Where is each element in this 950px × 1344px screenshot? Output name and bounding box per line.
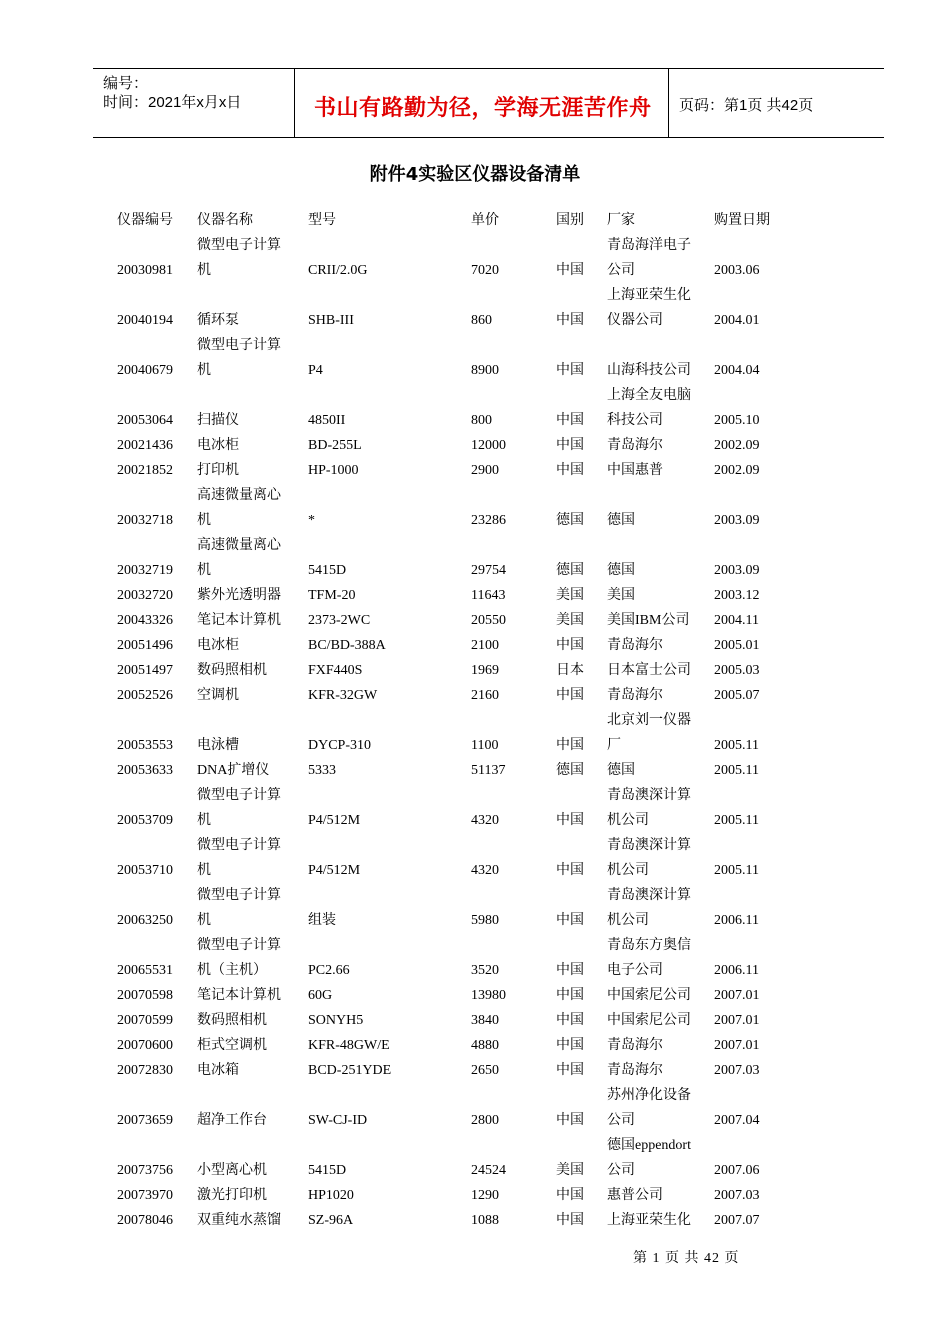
table-cell-name: 小型离心机	[197, 1163, 267, 1178]
table-cell-maker: 科技公司	[607, 413, 663, 428]
table-cell-name: 数码照相机	[197, 1013, 267, 1028]
table-cell-price: 2900	[471, 463, 499, 478]
table-cell-id: 20072830	[117, 1063, 173, 1078]
table-cell-name: 笔记本计算机	[197, 988, 281, 1003]
table-cell-date: 2003.09	[714, 563, 760, 578]
table-cell-maker: 苏州净化设备	[607, 1088, 691, 1103]
table-cell-date: 2004.04	[714, 363, 760, 378]
table-cell-model: HP-1000	[308, 463, 359, 478]
table-cell-model: P4/512M	[308, 813, 361, 828]
table-cell-country: 美国	[556, 613, 584, 628]
table-cell-price: 4320	[471, 813, 499, 828]
table-header-col-model: 型号	[308, 213, 336, 228]
table-cell-id: 20040679	[117, 363, 173, 378]
table-cell-id: 20021852	[117, 463, 173, 478]
table-cell-id: 20073970	[117, 1188, 173, 1203]
table-cell-model: DYCP-310	[308, 738, 372, 753]
table-cell-price: 7020	[471, 263, 499, 278]
table-cell-price: 29754	[471, 563, 506, 578]
table-cell-country: 中国	[556, 1013, 584, 1028]
table-cell-name: 微型电子计算	[197, 888, 281, 903]
table-cell-id: 20070598	[117, 988, 173, 1003]
table-cell-model: 60G	[308, 988, 333, 1003]
table-cell-name: 电泳槽	[197, 738, 239, 753]
table-cell-maker: 青岛海尔	[607, 1038, 663, 1053]
table-cell-name: 高速微量离心	[197, 538, 281, 553]
table-cell-id: 20032719	[117, 563, 173, 578]
table-cell-model: SZ-96A	[308, 1213, 354, 1228]
table-cell-name: 机	[197, 563, 211, 578]
table-cell-maker: 德国	[607, 513, 635, 528]
table-cell-price: 2800	[471, 1113, 499, 1128]
table-cell-date: 2005.01	[714, 638, 760, 653]
table-cell-date: 2005.11	[714, 738, 759, 753]
table-cell-maker: 德国	[607, 763, 635, 778]
table-cell-id: 20063250	[117, 913, 173, 928]
table-cell-name: 数码照相机	[197, 663, 267, 678]
table-header-col-id: 仪器编号	[117, 213, 173, 228]
table-cell-id: 20032718	[117, 513, 173, 528]
table-cell-name: 紫外光透明器	[197, 588, 281, 603]
table-cell-maker: 美国IBM公司	[607, 613, 690, 628]
table-cell-country: 中国	[556, 1213, 584, 1228]
table-cell-model: KFR-32GW	[308, 688, 378, 703]
table-cell-maker: 德国	[607, 563, 635, 578]
serial-label: 编号：	[103, 75, 149, 92]
table-cell-date: 2007.04	[714, 1113, 760, 1128]
table-cell-date: 2007.01	[714, 1038, 760, 1053]
table-cell-country: 中国	[556, 463, 584, 478]
table-cell-price: 4320	[471, 863, 499, 878]
table-cell-date: 2002.09	[714, 463, 760, 478]
table-cell-maker: 青岛海尔	[607, 438, 663, 453]
table-cell-model: SONYH5	[308, 1013, 364, 1028]
table-cell-price: 51137	[471, 763, 506, 778]
table-cell-price: 8900	[471, 363, 499, 378]
table-cell-date: 2005.10	[714, 413, 760, 428]
table-cell-country: 中国	[556, 963, 584, 978]
table-cell-date: 2003.12	[714, 588, 760, 603]
table-cell-date: 2002.09	[714, 438, 760, 453]
table-cell-model: 5415D	[308, 1163, 347, 1178]
table-cell-name: 双重纯水蒸馏	[197, 1213, 281, 1228]
document-title: 附件4实验区仪器设备清单	[369, 164, 581, 185]
table-header-col-maker: 厂家	[607, 213, 635, 228]
table-cell-country: 中国	[556, 813, 584, 828]
table-cell-model: TFM-20	[308, 588, 356, 603]
page-footer: 第 1 页 共 42 页	[633, 1251, 740, 1266]
table-cell-maker: 山海科技公司	[607, 363, 691, 378]
table-cell-id: 20073756	[117, 1163, 173, 1178]
table-cell-country: 中国	[556, 1038, 584, 1053]
table-cell-id: 20053633	[117, 763, 173, 778]
table-cell-date: 2005.11	[714, 863, 759, 878]
table-cell-model: P4/512M	[308, 863, 361, 878]
table-cell-maker: 美国	[607, 588, 635, 603]
table-cell-country: 中国	[556, 738, 584, 753]
table-cell-country: 中国	[556, 1113, 584, 1128]
table-cell-name: 笔记本计算机	[197, 613, 281, 628]
table-cell-country: 美国	[556, 588, 584, 603]
table-cell-id: 20073659	[117, 1113, 173, 1128]
table-cell-name: 电冰柜	[197, 638, 239, 653]
table-cell-price: 4880	[471, 1038, 499, 1053]
table-cell-date: 2003.09	[714, 513, 760, 528]
table-cell-id: 20070600	[117, 1038, 173, 1053]
table-cell-country: 德国	[556, 763, 584, 778]
table-cell-country: 中国	[556, 1188, 584, 1203]
table-cell-id: 20053709	[117, 813, 173, 828]
table-cell-country: 中国	[556, 263, 584, 278]
table-cell-maker: 上海亚荣生化	[607, 288, 691, 303]
table-cell-maker: 机公司	[607, 863, 649, 878]
table-cell-model: 2373-2WC	[308, 613, 371, 628]
table-cell-date: 2004.01	[714, 313, 760, 328]
table-cell-price: 3520	[471, 963, 499, 978]
table-cell-id: 20051497	[117, 663, 173, 678]
table-cell-name: 机	[197, 363, 211, 378]
table-cell-date: 2007.03	[714, 1188, 760, 1203]
table-cell-maker: 青岛海尔	[607, 688, 663, 703]
table-cell-model: *	[308, 513, 315, 528]
table-cell-date: 2006.11	[714, 913, 759, 928]
table-cell-model: CRII/2.0G	[308, 263, 368, 278]
table-cell-price: 3840	[471, 1013, 499, 1028]
table-cell-country: 中国	[556, 863, 584, 878]
time-label: 时间：2021年x月x日	[103, 94, 242, 111]
table-cell-name: 机（主机）	[197, 963, 267, 978]
table-cell-maker: 德国eppendort	[607, 1138, 691, 1153]
table-cell-id: 20030981	[117, 263, 173, 278]
table-cell-price: 5980	[471, 913, 499, 928]
table-cell-name: 空调机	[197, 688, 239, 703]
table-cell-name: 微型电子计算	[197, 838, 281, 853]
table-cell-id: 20053710	[117, 863, 173, 878]
table-cell-model: 5415D	[308, 563, 347, 578]
table-cell-name: 柜式空调机	[197, 1038, 267, 1053]
table-cell-id: 20043326	[117, 613, 173, 628]
table-cell-maker: 中国索尼公司	[607, 1013, 691, 1028]
table-cell-id: 20021436	[117, 438, 173, 453]
table-cell-price: 2100	[471, 638, 499, 653]
table-cell-name: DNA扩增仪	[197, 763, 270, 778]
table-cell-price: 12000	[471, 438, 506, 453]
table-cell-date: 2007.07	[714, 1213, 760, 1228]
table-cell-date: 2005.07	[714, 688, 760, 703]
table-cell-name: 机	[197, 913, 211, 928]
table-cell-maker: 厂	[607, 738, 621, 753]
table-cell-id: 20032720	[117, 588, 173, 603]
table-cell-country: 中国	[556, 913, 584, 928]
table-cell-maker: 上海亚荣生化	[607, 1213, 691, 1228]
table-cell-id: 20070599	[117, 1013, 173, 1028]
table-header-col-name: 仪器名称	[197, 213, 253, 228]
table-cell-model: BCD-251YDE	[308, 1063, 392, 1078]
table-cell-country: 中国	[556, 313, 584, 328]
table-cell-name: 扫描仪	[197, 413, 239, 428]
table-cell-id: 20053064	[117, 413, 173, 428]
table-cell-country: 中国	[556, 688, 584, 703]
table-cell-model: FXF440S	[308, 663, 363, 678]
table-cell-model: HP1020	[308, 1188, 354, 1203]
table-cell-name: 循环泵	[197, 313, 239, 328]
table-cell-model: 组装	[308, 913, 336, 928]
table-cell-date: 2005.03	[714, 663, 760, 678]
table-cell-price: 800	[471, 413, 492, 428]
table-cell-name: 打印机	[197, 463, 239, 478]
table-cell-date: 2007.03	[714, 1063, 760, 1078]
table-cell-name: 微型电子计算	[197, 938, 281, 953]
table-cell-name: 电冰箱	[197, 1063, 239, 1078]
table-cell-maker: 中国索尼公司	[607, 988, 691, 1003]
table-cell-price: 20550	[471, 613, 506, 628]
table-cell-price: 13980	[471, 988, 506, 1003]
table-cell-model: PC2.66	[308, 963, 350, 978]
table-cell-maker: 青岛东方奥信	[607, 938, 691, 953]
table-cell-model: SHB-III	[308, 313, 354, 328]
table-cell-name: 微型电子计算	[197, 238, 281, 253]
table-cell-date: 2003.06	[714, 263, 760, 278]
table-cell-price: 1969	[471, 663, 499, 678]
table-cell-maker: 公司	[607, 263, 635, 278]
table-cell-id: 20078046	[117, 1213, 173, 1228]
page-info: 页码：第1页 共42页	[679, 97, 814, 114]
table-cell-country: 德国	[556, 563, 584, 578]
table-header-col-country: 国别	[556, 213, 584, 228]
table-cell-country: 德国	[556, 513, 584, 528]
table-cell-price: 2160	[471, 688, 499, 703]
table-cell-maker: 青岛澳深计算	[607, 838, 691, 853]
table-cell-price: 1290	[471, 1188, 499, 1203]
table-cell-model: 4850II	[308, 413, 346, 428]
table-cell-price: 1100	[471, 738, 499, 753]
table-cell-model: 5333	[308, 763, 336, 778]
table-cell-model: BC/BD-388A	[308, 638, 386, 653]
table-cell-name: 激光打印机	[197, 1188, 267, 1203]
table-cell-maker: 机公司	[607, 813, 649, 828]
motto-text: 书山有路勤为径，学海无涯苦作舟	[314, 96, 652, 121]
table-cell-name: 高速微量离心	[197, 488, 281, 503]
table-cell-maker: 电子公司	[607, 963, 663, 978]
table-cell-country: 中国	[556, 363, 584, 378]
table-cell-name: 微型电子计算	[197, 338, 281, 353]
table-cell-maker: 青岛海洋电子	[607, 238, 691, 253]
table-cell-price: 24524	[471, 1163, 506, 1178]
table-cell-date: 2007.06	[714, 1163, 760, 1178]
table-cell-maker: 上海全友电脑	[607, 388, 691, 403]
table-cell-country: 美国	[556, 1163, 584, 1178]
table-cell-country: 中国	[556, 413, 584, 428]
table-header-col-date: 购置日期	[714, 213, 770, 228]
table-cell-date: 2007.01	[714, 1013, 760, 1028]
table-cell-date: 2006.11	[714, 963, 759, 978]
table-cell-maker: 青岛海尔	[607, 1063, 663, 1078]
table-cell-model: P4	[308, 363, 323, 378]
table-cell-name: 机	[197, 263, 211, 278]
table-cell-maker: 公司	[607, 1163, 635, 1178]
table-cell-name: 机	[197, 813, 211, 828]
table-cell-country: 中国	[556, 438, 584, 453]
table-cell-maker: 青岛澳深计算	[607, 888, 691, 903]
table-cell-date: 2005.11	[714, 813, 759, 828]
table-cell-id: 20040194	[117, 313, 173, 328]
table-cell-date: 2007.01	[714, 988, 760, 1003]
table-cell-maker: 青岛澳深计算	[607, 788, 691, 803]
table-cell-name: 超净工作台	[197, 1113, 267, 1128]
table-cell-maker: 中国惠普	[607, 463, 663, 478]
table-cell-maker: 惠普公司	[607, 1188, 663, 1203]
table-cell-price: 2650	[471, 1063, 499, 1078]
table-cell-name: 微型电子计算	[197, 788, 281, 803]
table-cell-maker: 青岛海尔	[607, 638, 663, 653]
table-cell-id: 20051496	[117, 638, 173, 653]
table-cell-maker: 机公司	[607, 913, 649, 928]
table-cell-name: 机	[197, 863, 211, 878]
table-cell-country: 中国	[556, 638, 584, 653]
table-cell-model: SW-CJ-ID	[308, 1113, 368, 1128]
table-cell-country: 日本	[556, 663, 584, 678]
table-cell-maker: 日本富士公司	[607, 663, 691, 678]
table-cell-country: 中国	[556, 988, 584, 1003]
table-cell-name: 电冰柜	[197, 438, 239, 453]
table-cell-date: 2005.11	[714, 763, 759, 778]
table-cell-price: 860	[471, 313, 492, 328]
table-cell-price: 11643	[471, 588, 506, 603]
table-cell-maker: 公司	[607, 1113, 635, 1128]
table-cell-date: 2004.11	[714, 613, 759, 628]
table-header-col-price: 单价	[471, 213, 499, 228]
table-cell-id: 20052526	[117, 688, 173, 703]
table-cell-maker: 北京刘一仪器	[607, 713, 691, 728]
table-cell-model: BD-255L	[308, 438, 362, 453]
table-cell-id: 20065531	[117, 963, 173, 978]
table-cell-maker: 仪器公司	[607, 313, 663, 328]
table-cell-model: KFR-48GW/E	[308, 1038, 390, 1053]
table-cell-name: 机	[197, 513, 211, 528]
table-cell-country: 中国	[556, 1063, 584, 1078]
table-cell-id: 20053553	[117, 738, 173, 753]
table-cell-price: 23286	[471, 513, 506, 528]
table-cell-price: 1088	[471, 1213, 499, 1228]
